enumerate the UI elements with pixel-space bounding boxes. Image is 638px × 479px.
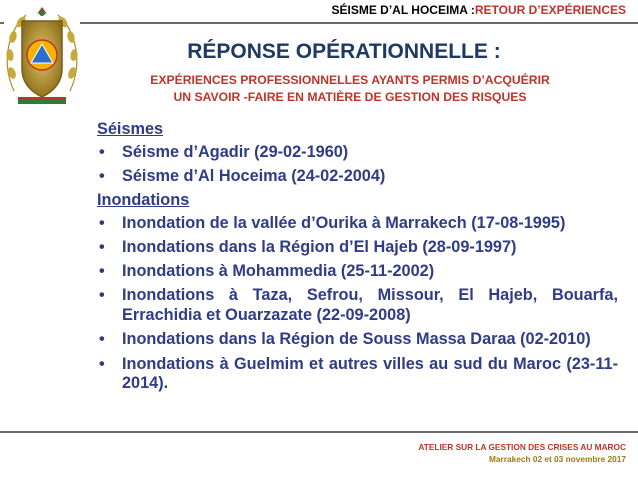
slide-body: [97, 118, 618, 398]
list-item: • Inondations à Taza, Sefrou, Missour, El Hajeb, Bouarfa, Errachidia et Ouarzazate (22-09-2008): [97, 286, 618, 325]
header-prefix: SÉISME D’AL HOCEIMA :: [331, 3, 475, 17]
section-heading-floods: Inondations: [97, 191, 190, 210]
footer-divider: [0, 431, 638, 433]
footer-event-title: ATELIER SUR LA GESTION DES CRISES AU MAROC: [418, 442, 626, 452]
subtitle-line-2: UN SAVOIR -FAIRE EN MATIÈRE DE GESTION DES RISQUES: [173, 90, 527, 104]
list-item: • Inondation de la vallée d’Ourika à Marrakech (17-08-1995): [97, 214, 618, 234]
flood-list: [97, 214, 618, 394]
earthquake-list: [97, 143, 618, 187]
slide-subtitle: [96, 72, 604, 106]
subtitle-line-1: EXPÉRIENCES PROFESSIONNELLES AYANTS PERMIS D’ACQUÉRIR: [150, 73, 550, 87]
header-divider: [0, 22, 638, 24]
footer-event-date: Marrakech 02 et 03 novembre 2017: [489, 454, 626, 464]
footer: [418, 441, 626, 465]
list-item: • Inondations à Mohammedia (25-11-2002): [97, 262, 618, 282]
list-item: • Séisme d’Al Hoceima (24-02-2004): [97, 167, 618, 187]
civil-protection-emblem-icon: [4, 3, 80, 107]
header-accent: RETOUR D’EXPÉRIENCES: [474, 3, 626, 17]
list-item: • Inondations dans la Région d’El Hajeb (28-09-1997): [97, 238, 618, 258]
list-item: • Inondations dans la Région de Souss Massa Daraa (02-2010): [97, 330, 618, 350]
slide-title: RÉPONSE OPÉRATIONNELLE :: [187, 40, 501, 63]
section-heading-earthquakes: Séismes: [97, 120, 164, 138]
list-item: • Séisme d’Agadir (29-02-1960): [97, 143, 618, 163]
list-item: • Inondations à Guelmim et autres villes au sud du Maroc (23-11-2014).: [97, 355, 618, 394]
header-title: [332, 3, 627, 17]
